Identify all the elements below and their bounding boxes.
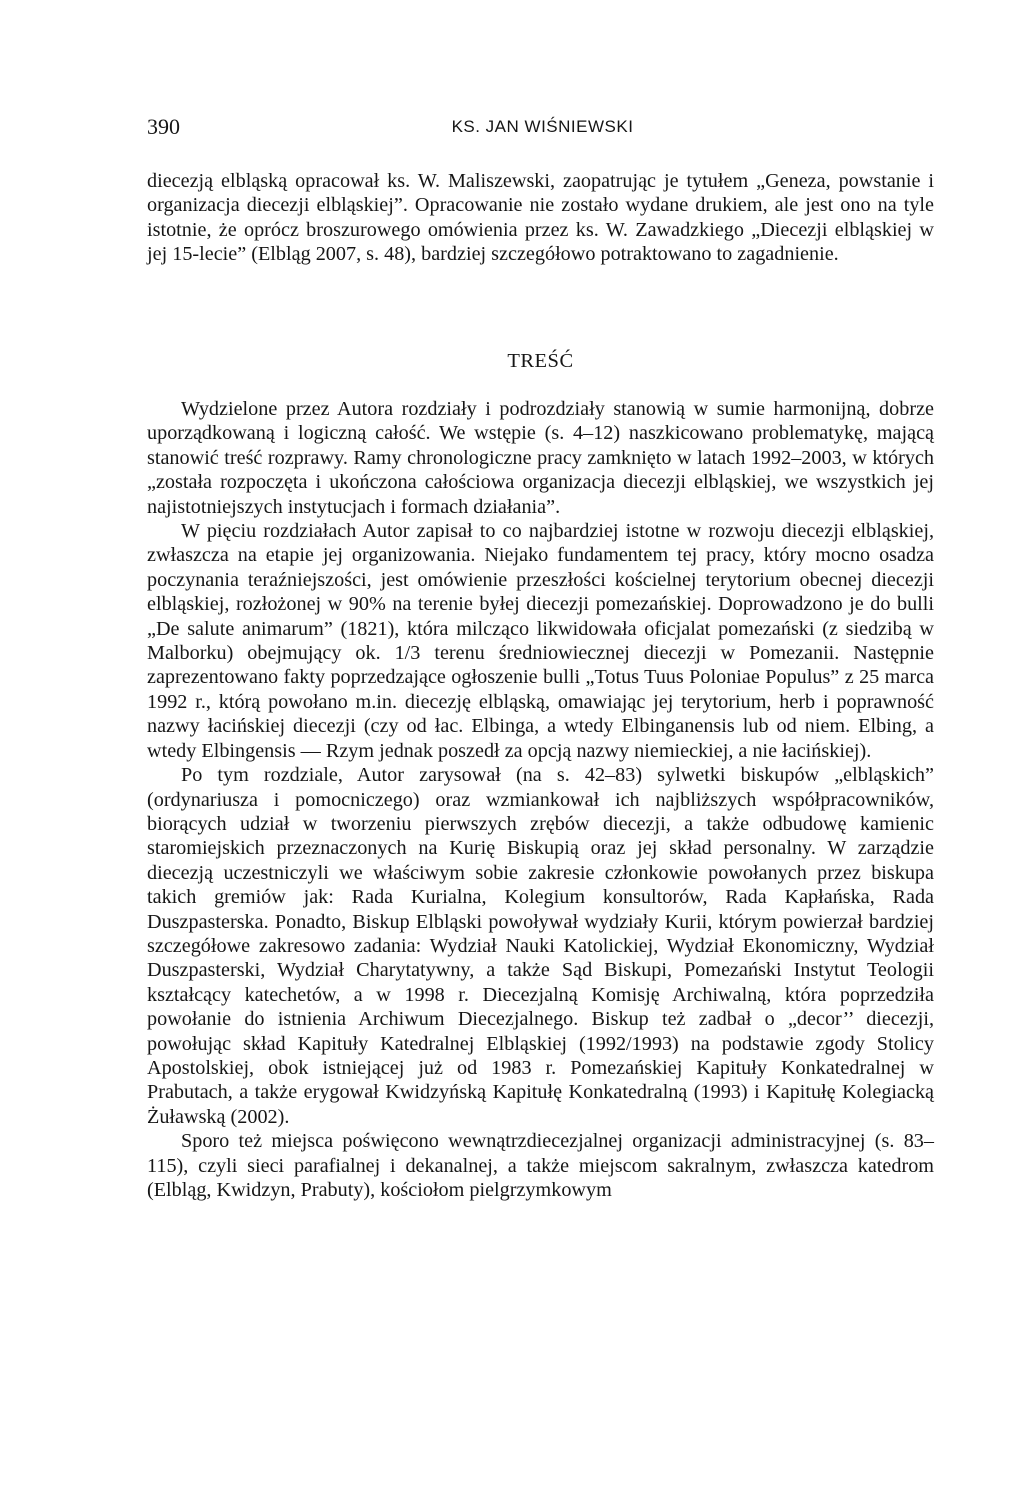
running-title: KS. JAN WIŚNIEWSKI	[451, 117, 634, 136]
paragraph: W pięciu rozdziałach Autor zapisał to co najbardziej istotne w rozwoju diecezji elbląskiej, zwłaszcza na etapie jej organizowania. Niejako fundamentem tej pracy, który mocno osadza poczynania teraźniejszości, jest omówienie przeszłości kościelnej terytorium obecnej diecezji elbląskiej, rozłożonej w 90% na terenie byłej diecezji pomezańskiej. Doprowadzono je do bulli „De salute animarum” (1821), która milcząco likwidowała oficjalat pomezański (z siedzibą w Malborku) obejmujący ok. 1/3 terenu średniowiecznej diecezji w Pomezanii. Następnie zaprezentowano fakty poprzedzające ogłoszenie bulli „Totus Tuus Poloniae Populus” z 25 marca 1992 r., którą powołano m.in. diecezję elbląską, omawiając jej terytorium, herb i poprawność nazwy łacińskiej diecezji (czy od łac. Elbinga, a wtedy Elbinganensis lub od niem. Elbing, a wtedy Elbingensis — Rzym jednak poszedł za opcją nazwy niemieckiej, a nie łacińskiej).	[147, 520, 934, 762]
section-body	[147, 397, 934, 1202]
paragraph: Po tym rozdziale, Autor zarysował (na s. 42–83) sylwetki biskupów „elbląskich” (ordynariusza i pomocniczego) oraz wzmiankował ich najbliższych współpracowników, biorących udział w tworzeniu pierwszych zrębów diecezji, a także odbudowę kamienic staromiejskich przeznaczonych na Kurię Biskupią oraz jej skład personalny. W zarządzie diecezją uczestniczyli we właściwym sobie zakresie członkowie powołanych przez biskupa takich gremiów jak: Rada Kurialna, Kolegium konsultorów, Rada Kapłańska, Rada Duszpasterska. Ponadto, Biskup Elbląski powoływał wydziały Kurii, którym powierzał bardziej szczegółowe zakresowo zadania: Wydział Nauki Katolickiej, Wydział Ekonomiczny, Wydział Duszpasterski, Wydział Charytatywny, a także Sąd Biskupi, Pomezański Instytut Teologii kształcący katechetów, a w 1998 r. Diecezjalną Komisję Archiwalną, która poprzedziła powołanie do istnienia Archiwum Diecezjalnego. Biskup też zadbał o „decor’’ diecezji, powołując skład Kapituły Katedralnej Elbląskiej (1992/1993) na podstawie zgody Stolicy Apostolskiej, obok istniejącej już od 1983 r. Pomezańskiej Kapituły Konkatedralnej w Prabutach, a także erygował Kwidzyńską Kapitułę Konkatedralną (1993) i Kapitułę Kolegiacką Żuławską (2002).	[147, 764, 934, 1128]
section-heading: TREŚĆ	[507, 350, 574, 372]
paragraph: Wydzielone przez Autora rozdziały i podrozdziały stanowią w sumie harmonijną, dobrze uporządkowaną i logiczną całość. We wstępie (s. 4–12) naszkicowano problematykę, mającą stanowić treść rozprawy. Ramy chronologiczne pracy zamknięto w latach 1992–2003, w których „została rozpoczęta i ukończona całościowa organizacja diecezji elbląskiej, we wszystkich jej najistotniejszych instytucjach i formach działania”.	[147, 398, 934, 518]
paragraph: Sporo też miejsca poświęcono wewnątrzdiecezjalnej organizacji administracyjnej (s. 83–115), czyli sieci parafialnej i dekanalnej, a także miejscom sakralnym, zwłaszcza katedrom (Elbląg, Kwidzyn, Prabuty), kościołom pielgrzymkowym	[147, 1130, 934, 1201]
page-number: 390	[147, 114, 180, 139]
running-header	[147, 114, 934, 144]
intro-text	[147, 169, 934, 267]
intro-paragraph: diecezją elbląską opracował ks. W. Maliszewski, zaopatrując je tytułem „Geneza, powstanie i organizacja diecezji elbląskiej”. Opracowanie nie zostało wydane drukiem, ale jest ono na tyle istotnie, że oprócz broszurowego omówienia przez ks. W. Zawadzkiego „Diecezji elbląskiej w jej 15-lecie” (Elbląg 2007, s. 48), bardziej szczegółowo potraktowano to zagadnienie.	[147, 170, 934, 266]
